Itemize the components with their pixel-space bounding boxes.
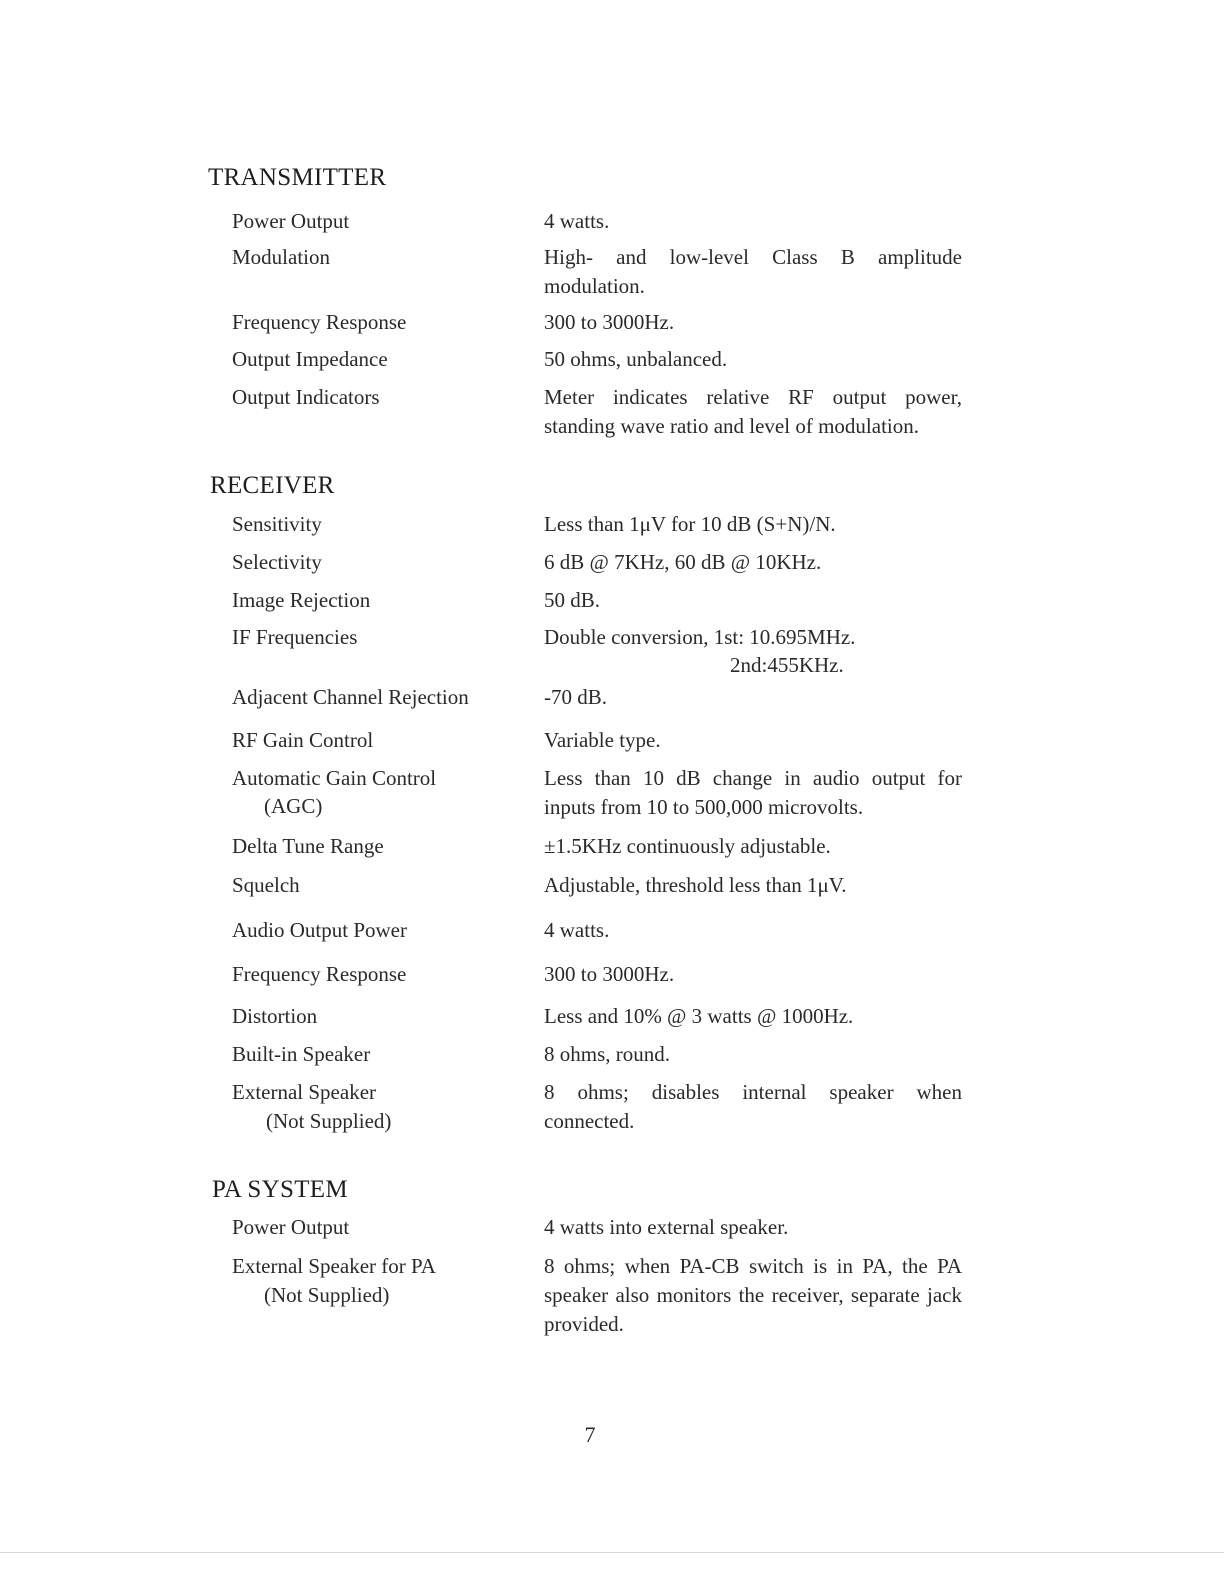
receiver-selectivity-label: Selectivity (232, 550, 322, 574)
receiver-rf-gain-control-label: RF Gain Control (232, 728, 374, 752)
pa-external-speaker-label: External Speaker for PA (232, 1254, 436, 1278)
receiver-if-frequencies-label: IF Frequencies (232, 625, 358, 649)
pa-external-speaker-label-2: (Not Supplied) (264, 1283, 390, 1307)
transmitter-power-output-label: Power Output (232, 209, 350, 233)
receiver-audio-output-power-label: Audio Output Power (232, 918, 407, 942)
receiver-selectivity-value: 6 dB @ 7KHz, 60 dB @ 10KHz. (544, 550, 822, 574)
transmitter-frequency-response-label: Frequency Response (232, 310, 407, 334)
receiver-distortion-label: Distortion (232, 1004, 318, 1028)
receiver-if-frequencies-value-2: 2nd:455KHz. (730, 653, 844, 677)
receiver-agc-label-2: (AGC) (264, 794, 323, 818)
receiver-built-in-speaker-value: 8 ohms, round. (544, 1042, 670, 1066)
pa-power-output-value: 4 watts into external speaker. (544, 1215, 789, 1239)
transmitter-output-indicators-label: Output Indicators (232, 385, 380, 409)
receiver-squelch-value: Adjustable, threshold less than 1μV. (544, 873, 847, 897)
receiver-distortion-value: Less and 10% @ 3 watts @ 1000Hz. (544, 1004, 854, 1028)
transmitter-output-impedance-label: Output Impedance (232, 347, 388, 371)
transmitter-modulation-value: High- and low-level Class B amplitude modulation. (544, 245, 962, 298)
receiver-image-rejection-label: Image Rejection (232, 588, 371, 612)
receiver-delta-tune-range-value: ±1.5KHz continuously adjustable. (544, 834, 831, 858)
receiver-external-speaker-label: External Speaker (232, 1080, 377, 1104)
bottom-scan-edge (0, 1552, 1224, 1553)
receiver-rf-gain-control-value: Variable type. (544, 728, 661, 752)
pa-system-heading: PA SYSTEM (212, 1176, 348, 1203)
receiver-adjacent-channel-rejection-value: -70 dB. (544, 685, 607, 709)
pa-power-output-label: Power Output (232, 1215, 350, 1239)
receiver-heading: RECEIVER (210, 472, 335, 499)
receiver-adjacent-channel-rejection-label: Adjacent Channel Rejection (232, 685, 469, 709)
transmitter-power-output-value: 4 watts. (544, 209, 610, 233)
transmitter-modulation-label: Modulation (232, 245, 330, 269)
page-number: 7 (584, 1422, 596, 1447)
receiver-audio-output-power-value: 4 watts. (544, 918, 610, 942)
receiver-squelch-label: Squelch (232, 873, 300, 897)
receiver-sensitivity-label: Sensitivity (232, 512, 322, 536)
transmitter-frequency-response-value: 300 to 3000Hz. (544, 310, 675, 334)
receiver-delta-tune-range-label: Delta Tune Range (232, 834, 384, 858)
transmitter-output-indicators-value: Meter indicates relative RF output power, standing wave ratio and level of modulation. (544, 385, 962, 438)
receiver-if-frequencies-value: Double conversion, 1st: 10.695MHz. (544, 625, 856, 649)
receiver-agc-label: Automatic Gain Control (232, 766, 437, 790)
pa-external-speaker-value: 8 ohms; when PA-CB switch is in PA, the PA speaker also monitors the receiver, separate jack provided. (544, 1254, 962, 1336)
receiver-external-speaker-value: 8 ohms; disables internal speaker when connected. (544, 1080, 962, 1133)
receiver-agc-value: Less than 10 dB change in audio output for inputs from 10 to 500,000 microvolts. (544, 766, 962, 819)
receiver-built-in-speaker-label: Built-in Speaker (232, 1042, 371, 1066)
receiver-frequency-response-value: 300 to 3000Hz. (544, 962, 675, 986)
transmitter-heading: TRANSMITTER (208, 164, 387, 191)
receiver-image-rejection-value: 50 dB. (544, 588, 601, 612)
receiver-sensitivity-value: Less than 1μV for 10 dB (S+N)/N. (544, 512, 836, 536)
receiver-external-speaker-label-2: (Not Supplied) (266, 1109, 392, 1133)
receiver-frequency-response-label: Frequency Response (232, 962, 407, 986)
transmitter-output-impedance-value: 50 ohms, unbalanced. (544, 347, 728, 371)
